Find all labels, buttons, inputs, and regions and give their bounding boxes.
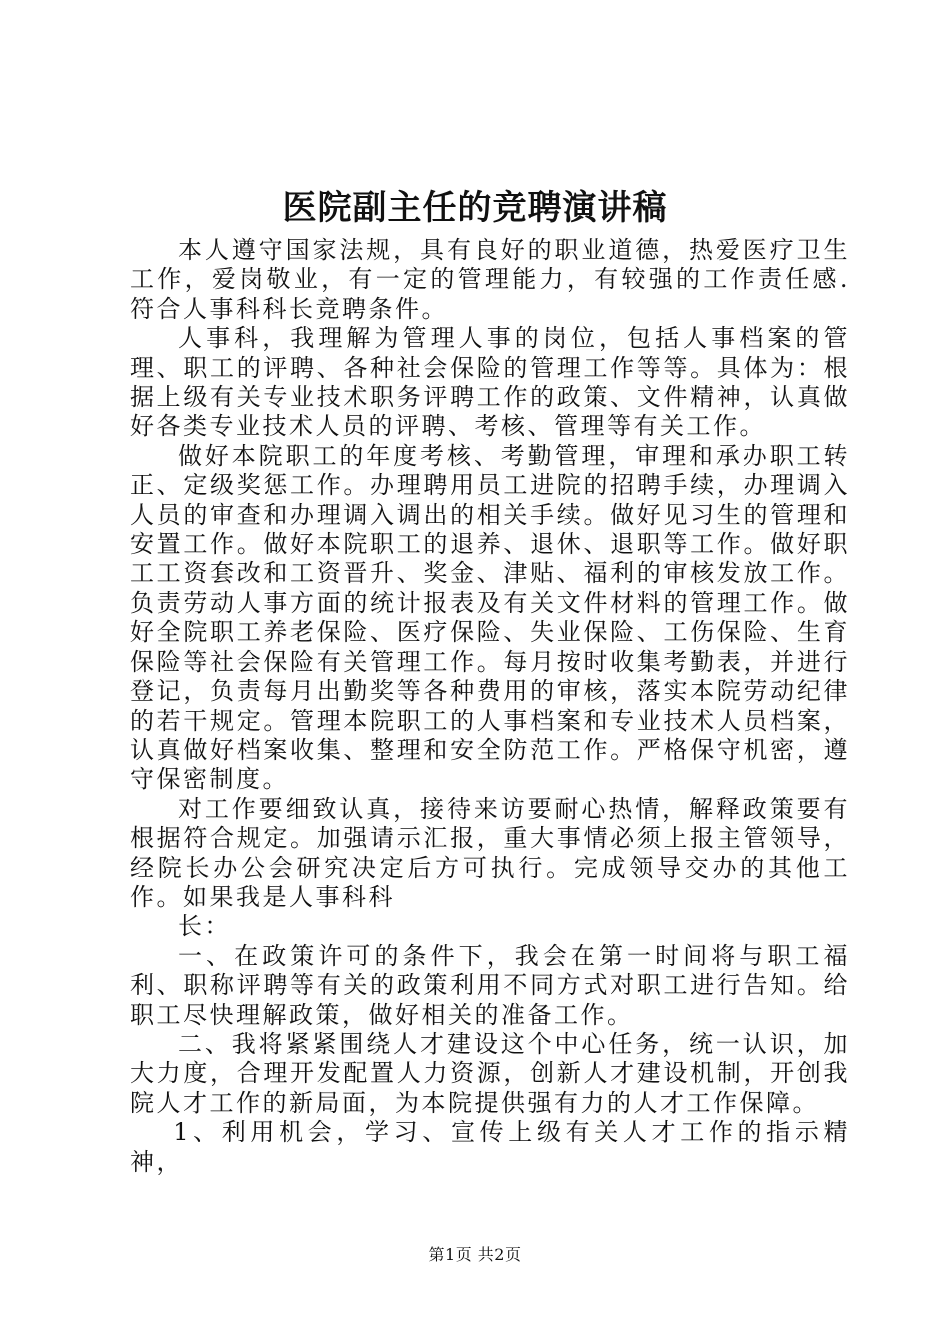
paragraph-continuation: 长：: [178, 912, 231, 941]
paragraph-plan-item-one: 1、利用机会，学习、宣传上级有关人才工作的指示精神，: [130, 1118, 850, 1176]
document-body: [130, 236, 850, 1177]
document-title: 医院副主任的竞聘演讲稿: [282, 188, 668, 228]
paragraph-plan-two: 二、我将紧紧围绕人才建设这个中心任务，统一认识，加大力度，合理开发配置人力资源，创新人才建设机制，开创我院人才工作的新局面，为本院提供强有力的人才工作保障。: [130, 1029, 850, 1117]
paragraph-qualifications: 本人遵守国家法规，具有良好的职业道德，热爱医疗卫生工作，爱岗敬业，有一定的管理能力，有较强的工作责任感.符合人事科科长竞聘条件。: [130, 236, 850, 323]
paragraph-work-attitude: 对工作要细致认真，接待来访要耐心热情，解释政策要有根据符合规定。加强请示汇报，重大事情必须上报主管领导，经院长办公会研究决定后方可执行。完成领导交办的其他工作。如果我是人事科科: [130, 794, 850, 911]
paragraph-plan-one: 一、在政策许可的条件下，我会在第一时间将与职工福利、职称评聘等有关的政策利用不同方式对职工进行告知。给职工尽快理解政策，做好相关的准备工作。: [130, 941, 850, 1029]
page-footer: 第1页 共2页: [428, 1245, 522, 1264]
paragraph-duties: 做好本院职工的年度考核、考勤管理，审理和承办职工转正、定级奖惩工作。办理聘用员工进院的招聘手续，办理调入人员的审查和办理调入调出的相关手续。做好见习生的管理和安置工作。做好本院职工的退养、退休、退职等工作。做好职工工资套改和工资晋升、奖金、津贴、福利的审核发放工作。负责劳动人事方面的统计报表及有关文件材料的管理工作。做好全院职工养老保险、医疗保险、失业保险、工伤保险、生育保险等社会保险有关管理工作。每月按时收集考勤表，并进行登记，负责每月出勤奖等各种费用的审核，落实本院劳动纪律的若干规定。管理本院职工的人事档案和专业技术人员档案，认真做好档案收集、整理和安全防范工作。严格保守机密，遵守保密制度。: [130, 441, 850, 794]
paragraph-role-understanding: 人事科，我理解为管理人事的岗位，包括人事档案的管理、职工的评聘、各种社会保险的管理工作等等。具体为：根据上级有关专业技术职务评聘工作的政策、文件精神，认真做好各类专业技术人员的评聘、考核、管理等有关工作。: [130, 324, 850, 441]
